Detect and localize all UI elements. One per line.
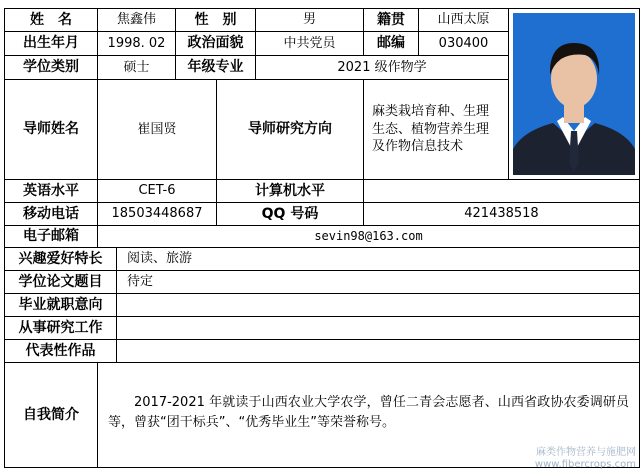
hobbies-label: 兴趣爱好特长 [4,247,117,271]
gender-value: 男 [255,8,364,32]
origin-value: 山西太原 [418,8,509,32]
hobbies-value: 阅读、旅游 [116,247,640,271]
portrait-image [513,13,635,175]
supervisor-value: 崔国贤 [97,79,217,180]
english-value: CET-6 [97,179,217,203]
birth-label: 出生年月 [4,31,98,56]
research-direction-label: 导师研究方向 [216,79,364,180]
gender-label: 性别 [175,8,256,32]
watermark [535,447,636,471]
postcode-label: 邮编 [363,31,419,56]
works-value [116,339,640,363]
watermark-line-1: 麻类作物营养与施肥网 [536,447,636,458]
research-work-label: 从事研究工作 [4,316,117,340]
thesis-value: 待定 [116,270,640,294]
political-value: 中共党员 [255,31,364,56]
name-label: 姓名 [4,8,98,32]
email-value: sevin98@163.com [97,225,640,248]
thesis-label: 学位论文题目 [4,270,117,294]
email-label: 电子邮箱 [4,225,98,248]
grade-major-label: 年级专业 [175,55,256,80]
watermark-line-2: www.fibercrops.com [534,459,636,470]
degree-value: 硕士 [97,55,176,80]
qq-label: QQ 号码 [216,202,364,226]
grade-major-value: 2021 级作物学 [255,55,509,80]
self-intro-value: 2017-2021 年就读于山西农业大学农学，曾任二青会志愿者、山西省政协农委调研员等，曾获“团干标兵”、“优秀毕业生”等荣誉称号。 [97,362,640,468]
computer-value [363,179,640,203]
name-value: 焦鑫伟 [97,8,176,32]
resume-form [4,8,640,468]
self-intro-label: 自我简介 [4,362,98,468]
research-work-value [116,316,640,340]
postcode-value: 030400 [418,31,509,56]
career-value [116,293,640,317]
birth-value: 1998. 02 [97,31,176,56]
works-label: 代表性作品 [4,339,117,363]
mobile-value: 18503448687 [97,202,217,226]
career-label: 毕业就职意向 [4,293,117,317]
political-label: 政治面貌 [175,31,256,56]
english-label: 英语水平 [4,179,98,203]
qq-value: 421438518 [363,202,640,226]
origin-label: 籍贯 [363,8,419,32]
research-direction-value: 麻类栽培育种、生理生态、植物营养生理及作物信息技术 [363,79,509,180]
supervisor-label: 导师姓名 [4,79,98,180]
profile-photo [508,8,640,180]
mobile-label: 移动电话 [4,202,98,226]
degree-label: 学位类别 [4,55,98,80]
computer-label: 计算机水平 [216,179,364,203]
